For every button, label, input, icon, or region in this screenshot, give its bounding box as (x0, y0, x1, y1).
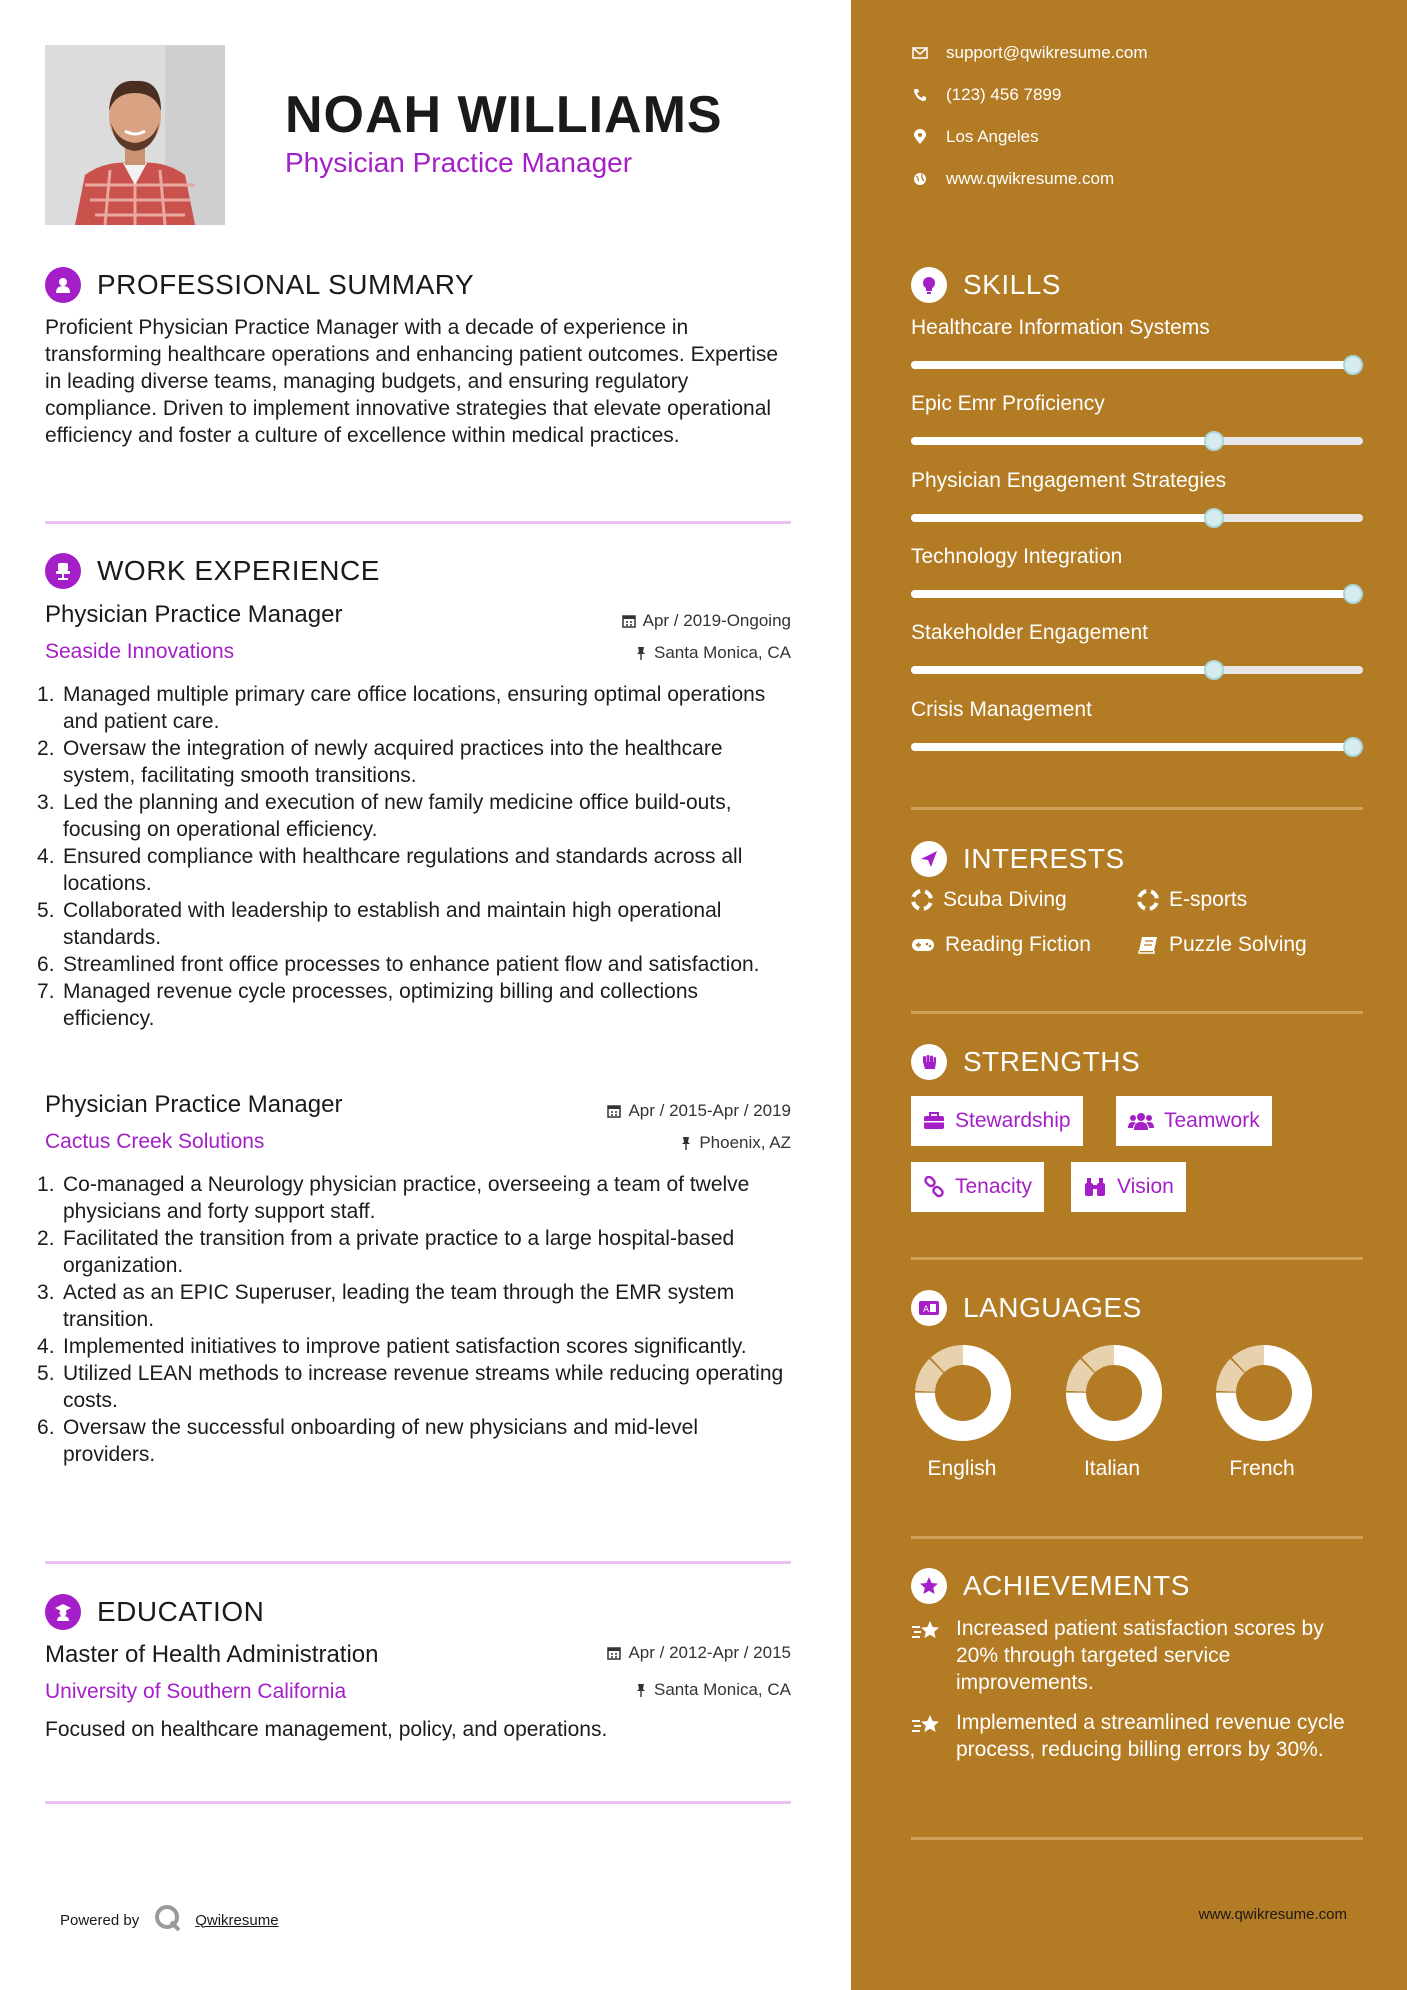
lifebuoy-icon (911, 889, 933, 911)
divider (45, 521, 791, 524)
list-item: Managed revenue cycle processes, optimizing billing and collections efficiency. (63, 980, 699, 1030)
powered-by-label: Powered by (60, 1911, 140, 1929)
sidebar (851, 0, 1407, 1990)
language-label: French (1229, 1457, 1295, 1480)
job-location-text: Phoenix, AZ (699, 1133, 791, 1152)
summary-title: PROFESSIONAL SUMMARY (97, 269, 475, 300)
education-location-text: Santa Monica, CA (653, 1680, 791, 1699)
job-location (0, 1133, 791, 1155)
contact-email[interactable] (911, 43, 1148, 63)
skill-fill (911, 743, 1363, 751)
divider (45, 1561, 791, 1564)
achievement-item (911, 1709, 1363, 1763)
skill-fill (911, 514, 1214, 522)
summary-heading (45, 267, 474, 303)
job-company: Cactus Creek Solutions (45, 1130, 265, 1153)
envelope-icon (911, 47, 929, 59)
interest-item (1137, 933, 1307, 957)
interest-label: E-sports (1169, 888, 1248, 911)
pin-icon (635, 645, 647, 665)
candidate-title: Physician Practice Manager (285, 147, 633, 178)
job-dates (0, 1101, 791, 1123)
lifebuoy-icon (1137, 889, 1159, 911)
job-duties-list (45, 681, 795, 1032)
job-duties-list (45, 1171, 795, 1468)
profile-photo (45, 45, 225, 225)
skill-knob (1343, 584, 1363, 604)
education-description: Focused on healthcare management, policy, and operations. (45, 1718, 608, 1741)
list-item: Managed multiple primary care office locations, ensuring optimal operations and patient care. (63, 683, 766, 733)
gamepad-icon (911, 937, 935, 953)
contact-email-text: support@qwikresume.com (946, 43, 1148, 62)
qwikresume-link[interactable]: Qwikresume (195, 1911, 279, 1929)
strength-label: Teamwork (1164, 1109, 1260, 1132)
candidate-name: NOAH WILLIAMS (285, 86, 723, 144)
job-location (0, 643, 791, 665)
user-icon (45, 267, 81, 303)
skill-name: Technology Integration (911, 545, 1123, 568)
qwikresume-logo-icon (153, 1903, 183, 1937)
translate-icon (911, 1290, 947, 1326)
interest-item (1137, 888, 1247, 912)
skill-bar (911, 514, 1363, 522)
list-item: Oversaw the integration of newly acquired practices into the healthcare system, facilitating smooth transitions. (63, 737, 723, 787)
skill-bar (911, 590, 1363, 598)
language-label: English (927, 1457, 997, 1480)
skill-name: Physician Engagement Strategies (911, 469, 1227, 492)
powered-by (60, 1903, 279, 1937)
divider (911, 1837, 1363, 1840)
contact-location-text: Los Angeles (946, 127, 1039, 146)
book-icon (1137, 935, 1159, 955)
shooting-star-icon (911, 1615, 945, 1696)
list-item: Utilized LEAN methods to increase revenue streams while reducing operating costs. (63, 1362, 784, 1412)
skills-heading (911, 267, 1061, 303)
language-label: Italian (1083, 1457, 1141, 1480)
briefcase-icon (923, 1112, 945, 1130)
list-item: Implemented initiatives to improve patient satisfaction scores significantly. (63, 1335, 747, 1358)
job-dates (0, 611, 791, 633)
star-badge-icon (911, 1568, 947, 1604)
experience-heading (45, 553, 380, 589)
skill-name: Crisis Management (911, 698, 1092, 721)
skill-knob (1204, 508, 1224, 528)
job-title: Physician Practice Manager (45, 601, 343, 628)
list-item: Acted as an EPIC Superuser, leading the team through the EMR system transition. (63, 1281, 735, 1331)
svg-text:A: A (923, 1305, 930, 1315)
divider (911, 1011, 1363, 1014)
languages-title: LANGUAGES (963, 1292, 1142, 1323)
degree-title: Master of Health Administration (45, 1641, 379, 1668)
divider (911, 807, 1363, 810)
skills-title: SKILLS (963, 269, 1061, 300)
job-dates-text: Apr / 2019-Ongoing (642, 611, 791, 630)
achievement-item (911, 1615, 1363, 1696)
interest-label: Puzzle Solving (1169, 933, 1307, 956)
list-item: Oversaw the successful onboarding of new physicians and mid-level providers. (63, 1416, 698, 1466)
list-item: Facilitated the transition from a private practice to a large hospital-based organization. (63, 1227, 735, 1277)
languages-heading (911, 1290, 1142, 1326)
interests-heading (911, 841, 1125, 877)
contact-location (911, 127, 1039, 147)
map-marker-icon (911, 129, 929, 145)
skill-fill (911, 590, 1363, 598)
job-title: Physician Practice Manager (45, 1091, 343, 1118)
skill-bar (911, 743, 1363, 751)
strength-badge (911, 1162, 1044, 1212)
language-ring (913, 1343, 1013, 1443)
skill-bar (911, 666, 1363, 674)
calendar-icon (622, 613, 636, 633)
skill-fill (911, 437, 1214, 445)
job-company: Seaside Innovations (45, 640, 235, 663)
binoculars-icon (1083, 1177, 1107, 1197)
education-location (0, 1680, 791, 1702)
interest-item (911, 933, 1091, 957)
achievement-text: Implemented a streamlined revenue cycle process, reducing billing errors by 30%. (956, 1711, 1345, 1761)
education-title: EDUCATION (97, 1596, 265, 1627)
interest-label: Reading Fiction (945, 933, 1091, 956)
strength-label: Stewardship (955, 1109, 1071, 1132)
graduate-icon (45, 1594, 81, 1630)
skill-name: Stakeholder Engagement (911, 621, 1148, 644)
education-dates-text: Apr / 2012-Apr / 2015 (628, 1643, 791, 1662)
globe-icon (911, 172, 929, 186)
achievements-title: ACHIEVEMENTS (963, 1570, 1190, 1601)
skill-name: Healthcare Information Systems (911, 316, 1210, 339)
interest-item (911, 888, 1067, 912)
job-location-text: Santa Monica, CA (653, 643, 791, 662)
education-heading (45, 1594, 264, 1630)
education-dates (0, 1643, 791, 1665)
contact-website[interactable] (911, 169, 1114, 189)
interest-label: Scuba Diving (943, 888, 1067, 911)
skill-knob (1204, 660, 1224, 680)
strengths-heading (911, 1044, 1140, 1080)
achievements-heading (911, 1568, 1190, 1604)
strength-badge (1071, 1162, 1186, 1212)
skill-bar (911, 437, 1363, 445)
divider (45, 1801, 791, 1804)
office-chair-icon (45, 553, 81, 589)
interests-title: INTERESTS (963, 843, 1125, 874)
language-ring (1214, 1343, 1314, 1443)
pin-icon (635, 1682, 647, 1702)
skill-fill (911, 666, 1214, 674)
achievement-text: Increased patient satisfaction scores by 20% through targeted service improvements. (956, 1617, 1324, 1694)
list-item: Ensured compliance with healthcare regulations and standards across all locations. (63, 845, 743, 895)
divider (911, 1257, 1363, 1260)
fist-icon (911, 1044, 947, 1080)
users-icon (1128, 1111, 1154, 1131)
contact-website-text: www.qwikresume.com (946, 169, 1115, 188)
link-icon (923, 1176, 945, 1198)
pin-icon (680, 1135, 692, 1155)
strength-label: Vision (1117, 1175, 1174, 1198)
phone-icon (911, 88, 929, 102)
skill-knob (1204, 431, 1224, 451)
experience-title: WORK EXPERIENCE (97, 555, 380, 586)
contact-phone-text: (123) 456 7899 (946, 85, 1062, 104)
summary-text: Proficient Physician Practice Manager with a decade of experience in transforming healthcare operations and enhancing patient outcomes. Expertise in leading diverse teams, managing budgets, and ensuring regulatory compliance. Driven to implement innovative strategies that elevate operational efficiency and foster a culture of excellence within medical practices. (45, 316, 779, 447)
shooting-star-icon (911, 1709, 945, 1763)
strength-badge (1116, 1096, 1272, 1146)
school-name: University of Southern California (45, 1680, 347, 1703)
language-ring (1064, 1343, 1164, 1443)
list-item: Led the planning and execution of new family medicine office build-outs, focusing on operational efficiency. (63, 791, 732, 841)
calendar-icon (607, 1645, 621, 1665)
footer-url[interactable]: www.qwikresume.com (1198, 1906, 1347, 1923)
skill-knob (1343, 355, 1363, 375)
skill-name: Epic Emr Proficiency (911, 392, 1105, 415)
lightbulb-icon (911, 267, 947, 303)
strengths-title: STRENGTHS (963, 1046, 1141, 1077)
skill-fill (911, 361, 1363, 369)
list-item: Streamlined front office processes to enhance patient flow and satisfaction. (63, 953, 760, 976)
skill-bar (911, 361, 1363, 369)
calendar-icon (607, 1103, 621, 1123)
skill-knob (1343, 737, 1363, 757)
strength-badge (911, 1096, 1083, 1146)
contact-phone[interactable] (911, 85, 1061, 105)
list-item: Collaborated with leadership to establish and maintain high operational standards. (63, 899, 722, 949)
list-item: Co-managed a Neurology physician practice, overseeing a team of twelve physicians and forty support staff. (63, 1173, 750, 1223)
strength-label: Tenacity (955, 1175, 1033, 1198)
job-dates-text: Apr / 2015-Apr / 2019 (628, 1101, 791, 1120)
paper-plane-icon (911, 841, 947, 877)
divider (911, 1536, 1363, 1539)
